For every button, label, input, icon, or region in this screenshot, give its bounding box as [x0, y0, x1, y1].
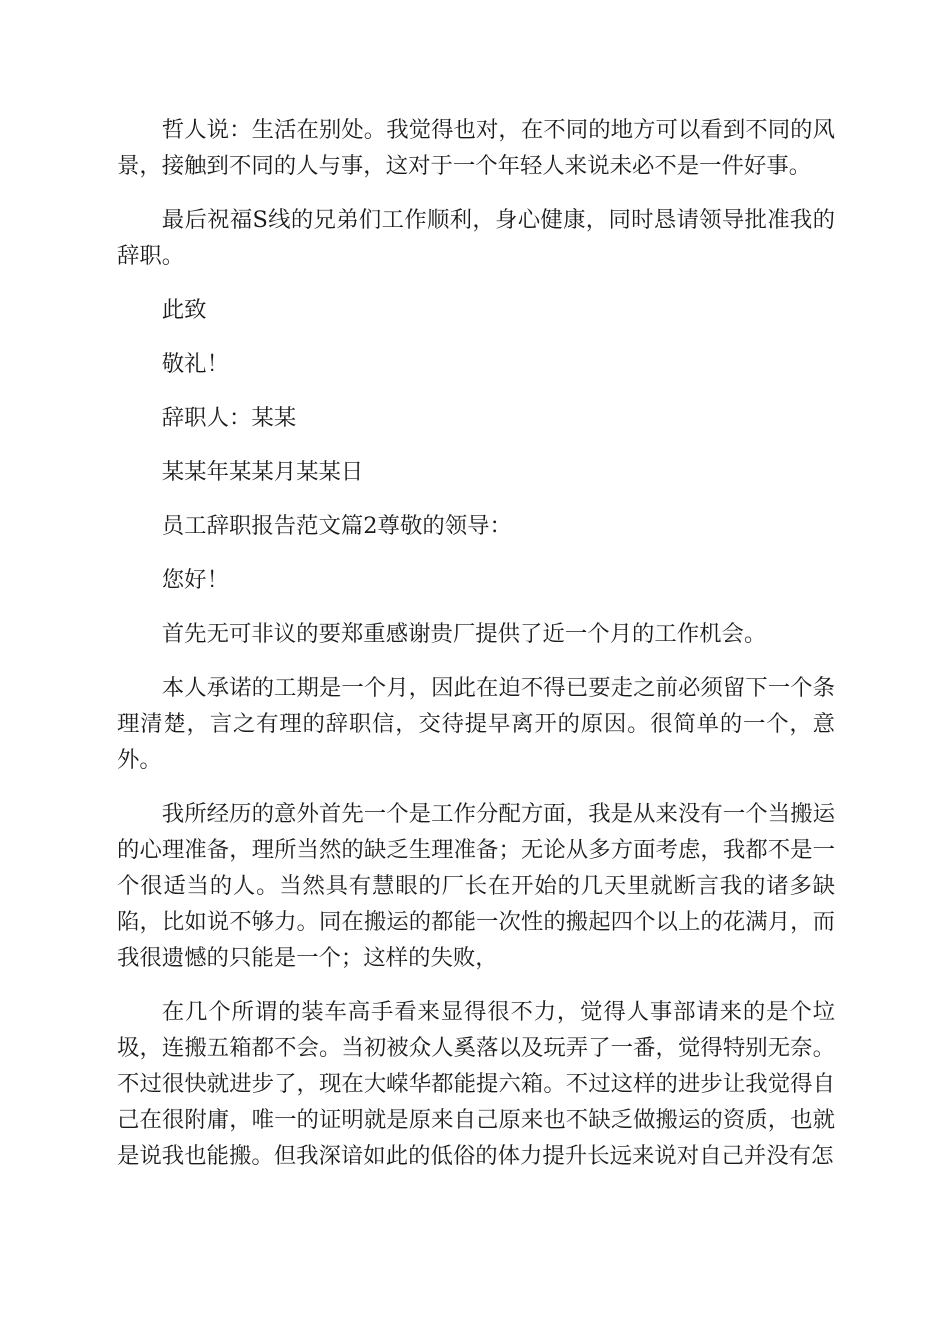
paragraph-commitment: 本人承诺的工期是一个月，因此在迫不得已要走之前必须留下一个条理清楚，言之有理的辞职信，交待提早离开的原因。很简单的一个，意外。: [117, 675, 835, 773]
paragraph-closing-wishes: 最后祝福S线的兄弟们工作顺利，身心健康，同时恳请领导批准我的辞职。: [117, 207, 835, 269]
paragraph-section-heading: 员工辞职报告范文篇2尊敬的领导：: [161, 513, 512, 539]
paragraph-philosopher-quote: 哲人说：生活在别处。我觉得也对，在不同的地方可以看到不同的风景，接触到不同的人与事，这对于一个年轻人来说未必不是一件好事。: [117, 117, 835, 179]
paragraph-loading-experts: 在几个所谓的装车高手看来显得很不力，觉得人事部请来的是个垃圾，连搬五箱都不会。当初被众人奚落以及玩弄了一番，觉得特别无奈。不过很快就进步了，现在大嵘华都能提六箱。不过这样的进步让我觉得自己在很附庸，唯一的证明就是原来自己原来也不缺乏做搬运的资质，也就是说我也能搬。但我深谙如此的低俗的体力提升长远来说对自己并没有怎: [117, 999, 835, 1169]
paragraph-salutation-cizhi: 此致: [161, 297, 207, 323]
paragraph-thanks: 首先无可非议的要郑重感谢贵厂提供了近一个月的工作机会。: [161, 621, 767, 647]
paragraph-greeting: 您好！: [161, 567, 229, 593]
paragraph-signature: 辞职人：某某: [161, 405, 297, 431]
paragraph-date: 某某年某某月某某日: [161, 459, 364, 485]
document-body: [117, 112, 835, 1192]
paragraph-salutation-jingli: 敬礼！: [161, 351, 229, 377]
paragraph-experience: 我所经历的意外首先一个是工作分配方面，我是从来没有一个当搬运的心理准备，理所当然的缺乏生理准备；无论从多方面考虑，我都不是一个很适当的人。当然具有慧眼的厂长在开始的几天里就断言我的诸多缺陷，比如说不够力。同在搬运的都能一次性的搬起四个以上的花满月，而我很遗憾的只能是一个；这样的失败，: [117, 801, 835, 971]
